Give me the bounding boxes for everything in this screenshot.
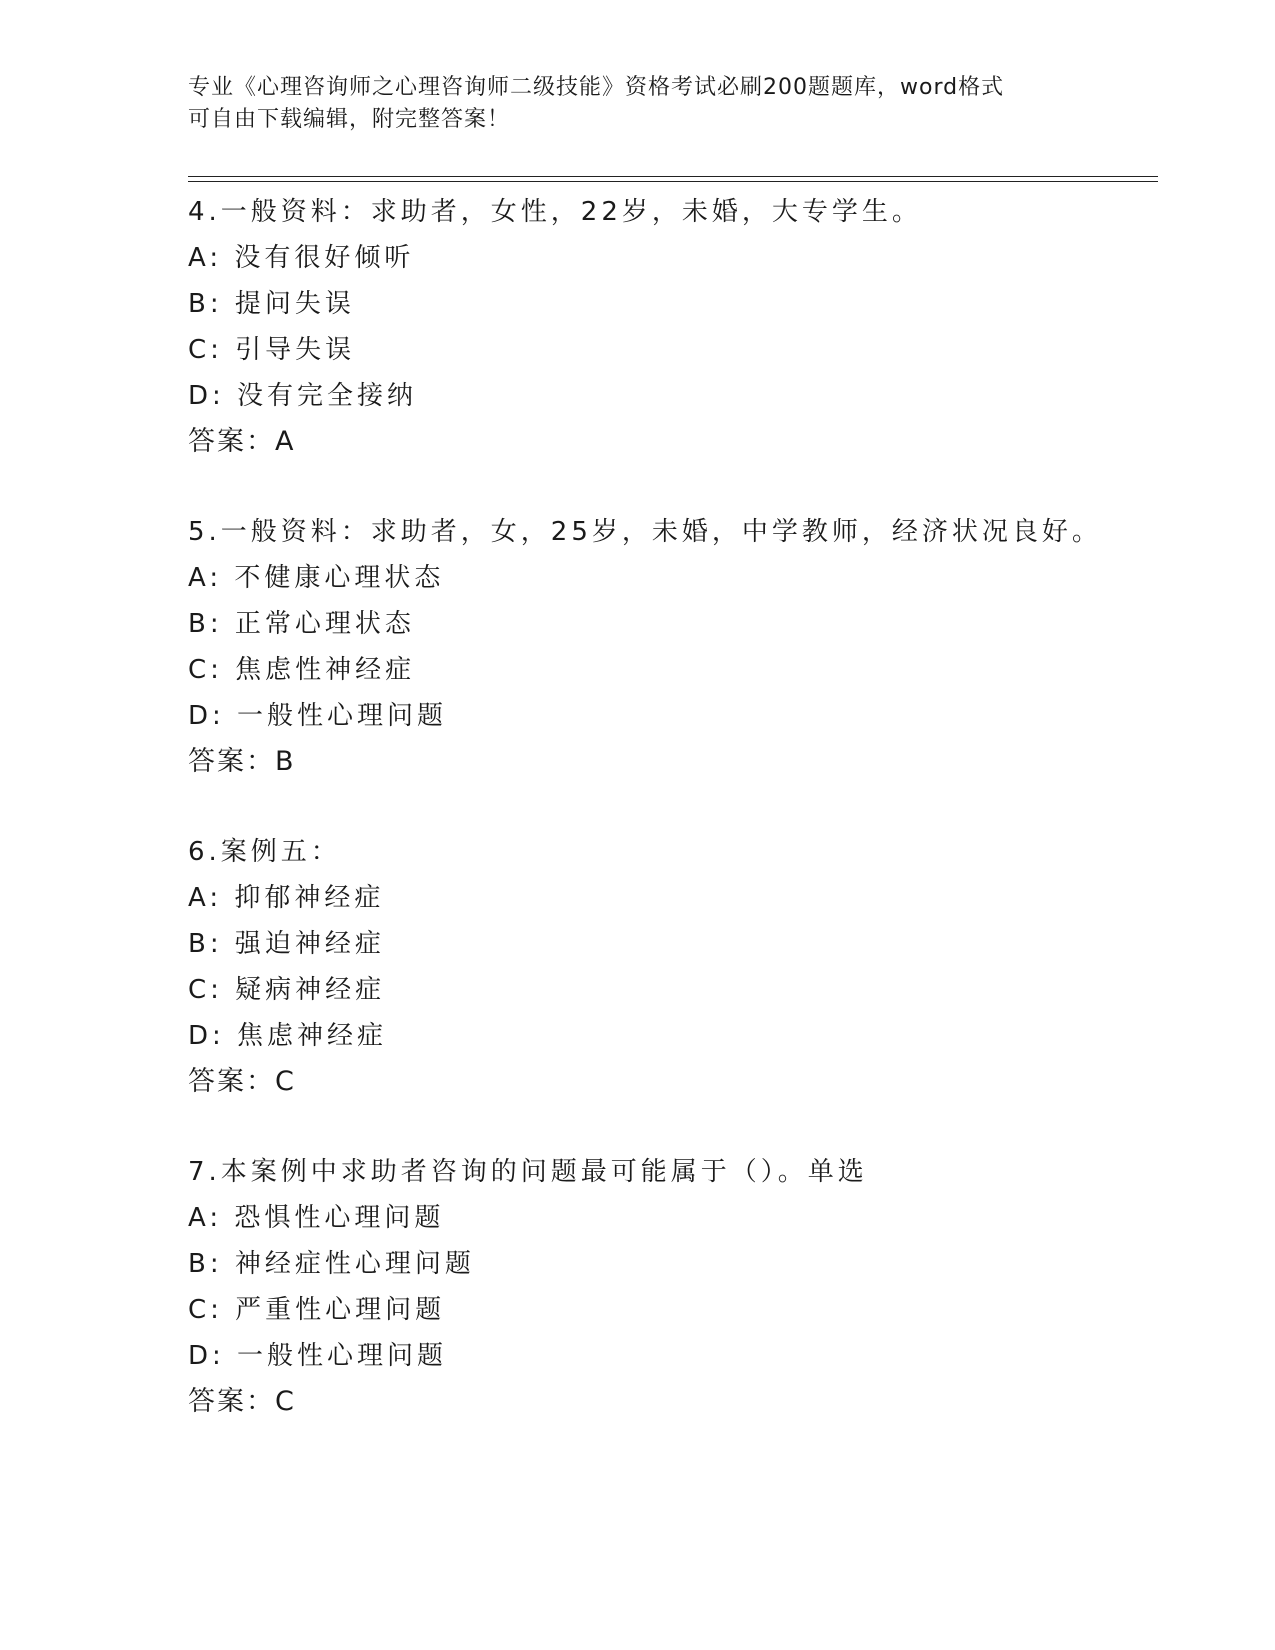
question-title: 7.本案例中求助者咨询的问题最可能属于（）。单选: [188, 1157, 868, 1187]
document-header: [188, 72, 1088, 136]
answer: 答案：C: [188, 1066, 296, 1097]
question-4: [188, 189, 1168, 465]
header-line-1: 专业《心理咨询师之心理咨询师二级技能》资格考试必刷200题题库，word格式: [188, 75, 1005, 100]
option-c: C: 引导失误: [188, 335, 356, 365]
option-a: A: 没有很好倾听: [188, 243, 415, 273]
answer: 答案：B: [188, 746, 296, 777]
question-7: [188, 1149, 1168, 1425]
option-a: A: 不健康心理状态: [188, 563, 445, 593]
option-c: C: 严重性心理问题: [188, 1295, 446, 1325]
option-a: A: 抑郁神经症: [188, 883, 385, 913]
header-divider-bottom: [188, 181, 1158, 182]
question-title: 4.一般资料：求助者，女性，22岁，未婚，大专学生。: [188, 197, 922, 227]
header-divider-top: [188, 176, 1158, 177]
option-d: D: 没有完全接纳: [188, 381, 418, 411]
question-6: [188, 829, 1168, 1105]
option-c: C: 疑病神经症: [188, 975, 386, 1005]
option-a: A: 恐惧性心理问题: [188, 1203, 445, 1233]
question-title: 6.案例五：: [188, 837, 341, 867]
answer: 答案：C: [188, 1386, 296, 1417]
question-title: 5.一般资料：求助者，女，25岁，未婚，中学教师，经济状况良好。: [188, 517, 1102, 547]
option-c: C: 焦虑性神经症: [188, 655, 416, 685]
option-b: B: 正常心理状态: [188, 609, 415, 639]
option-b: B: 神经症性心理问题: [188, 1249, 475, 1279]
answer: 答案：A: [188, 426, 296, 457]
option-d: D: 一般性心理问题: [188, 1341, 448, 1371]
question-5: [188, 509, 1168, 785]
option-b: B: 强迫神经症: [188, 929, 385, 959]
option-d: D: 一般性心理问题: [188, 701, 448, 731]
option-d: D: 焦虑神经症: [188, 1021, 388, 1051]
header-line-2: 可自由下载编辑，附完整答案！: [188, 107, 511, 132]
option-b: B: 提问失误: [188, 289, 355, 319]
